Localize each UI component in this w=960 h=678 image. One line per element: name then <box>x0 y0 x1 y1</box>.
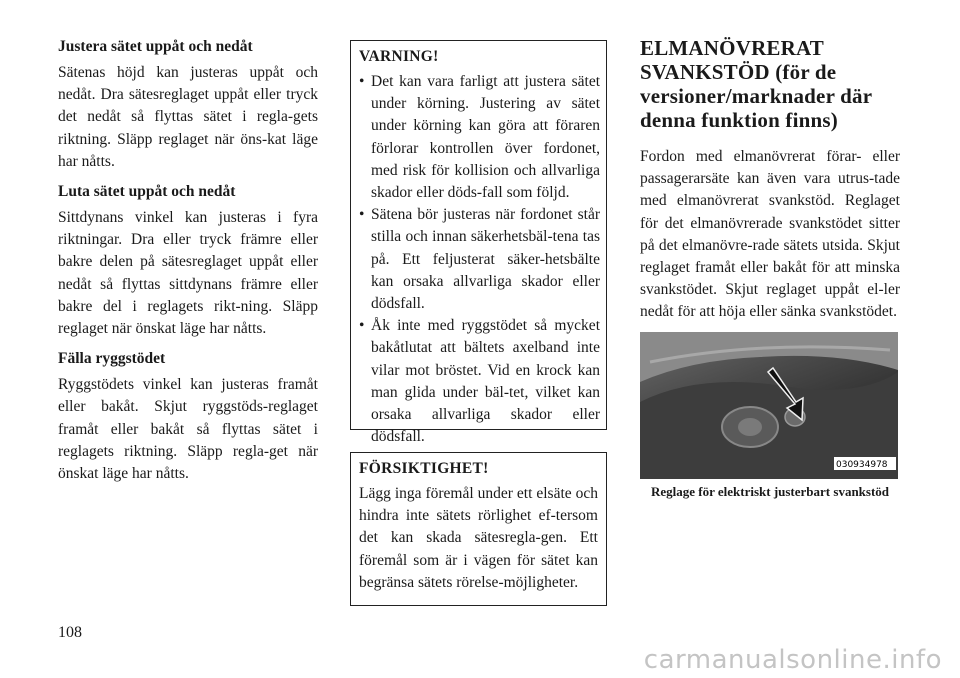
warning-box <box>350 40 607 446</box>
warning-list <box>357 71 600 448</box>
section-heading: Luta sätet uppåt och nedåt <box>58 183 236 201</box>
caution-title: FÖRSIKTIGHET! <box>359 460 489 477</box>
section-title: ELMANÖVRERAT SVANKSTÖD (för de versioner/marknader där denna funktion finns) <box>640 36 872 132</box>
section-text: Sittdynans vinkel kan justeras i fyra riktningar. Dra eller tryck främre eller bakre delen på sätesreglaget uppåt eller nedåt så flyttas sittdynans främre eller bakre del i reglagets rikt-ning. Släpp reglaget när önskat läge har nåtts. <box>58 209 318 338</box>
page-number: 108 <box>58 624 82 641</box>
seat-illustration <box>640 332 898 479</box>
warning-title: VARNING! <box>359 48 439 65</box>
watermark: carmanualsonline.info <box>643 645 942 675</box>
warning-item: • Åk inte med ryggstödet så mycket bakåtlutat att bältets axelband inte vilar mot bröstet. Vid en krock kan man glida under bäl-tet, vilket kan orsaka allvarliga skador eller dödsfall. <box>371 315 600 448</box>
section-text: Ryggstödets vinkel kan justeras framåt eller bakåt. Skjut ryggstöds-reglaget framåt eller bakåt så flyttas sätet i reglagets riktning. Släpp regla-get när önskat läge har nåtts. <box>58 376 318 483</box>
warning-item: • Sätena bör justeras när fordonet står stilla och innan säkerhetsbäl-tena tas på. Ett feljusterat säker-hetsbälte kan orsaka allvarliga skador eller dödsfall. <box>371 204 600 315</box>
section-text: Sätenas höjd kan justeras uppåt och nedåt. Dra sätesreglaget uppåt eller tryck det nedåt så flyttas sätet i regla-gets riktning. Släpp reglaget när öns-kat läge har nåtts. <box>58 64 318 170</box>
image-code: 030934978 <box>836 459 888 470</box>
right-column <box>640 36 900 500</box>
section-text: Fordon med elmanövrerat förar- eller passagerarsäte kan även vara utrus-tade med elmanövrerat svankstöd. Reglaget för det elmanövrerade svankstödet sitter på det elmanövre-rade sätets utsida. Skjut reglaget framåt eller bakåt för att minska svankstödet. Skjut reglaget uppåt el-ler nedåt för att höja eller sänka svankstödet. <box>640 148 900 321</box>
caution-box <box>350 452 607 606</box>
photo-caption: Reglage för elektriskt justerbart svankstöd <box>650 483 890 499</box>
section-heading: Fälla ryggstödet <box>58 350 166 368</box>
caution-text: Lägg inga föremål under ett elsäte och hindra inte sätets rörlighet ef-tersom det kan skada sätesregla-gen. Ett föremål som är i vägen för sätet kan begränsa sätets rörelse-möjligheter. <box>359 485 598 591</box>
lumbar-control-photo <box>640 332 898 479</box>
section-heading: Justera sätet uppåt och nedåt <box>58 38 253 55</box>
left-column <box>58 36 318 493</box>
warning-item: • Det kan vara farligt att justera sätet under körning. Justering av sätet under körning kan göra att föraren förlorar kontrollen över fordonet, med risk för kollision och allvarliga skador eller döds-fall som följd. <box>371 71 600 204</box>
